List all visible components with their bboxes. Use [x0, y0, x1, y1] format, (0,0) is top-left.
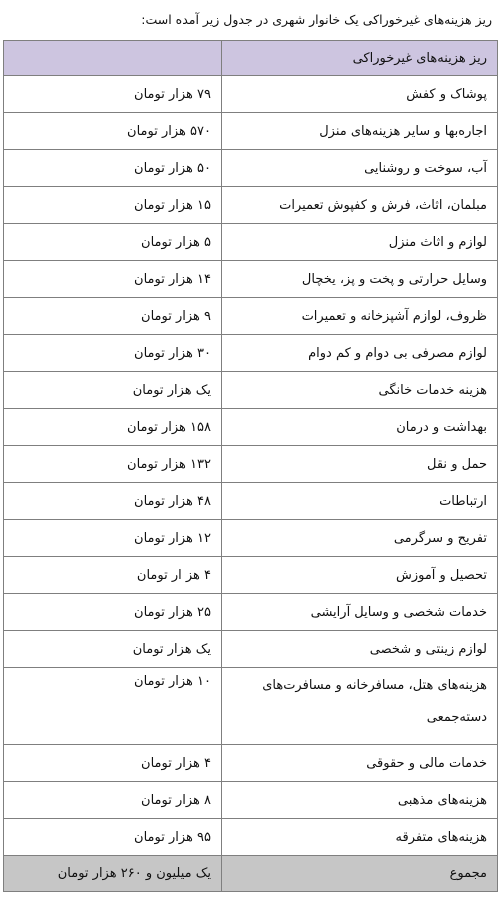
- expense-amount: ۵۰ هزار تومان: [4, 150, 222, 187]
- expense-item: ارتباطات: [222, 483, 498, 520]
- table-header: ریز هزینه‌های غیرخوراکی: [222, 41, 498, 76]
- table-row: [4, 594, 498, 631]
- expense-item: بهداشت و درمان: [222, 409, 498, 446]
- table-row: [4, 631, 498, 668]
- expense-item: مبلمان، اثاث، فرش و کفپوش تعمیرات: [222, 187, 498, 224]
- table-row: [4, 819, 498, 856]
- expense-amount: ۳۰ هزار تومان: [4, 335, 222, 372]
- expense-amount: ۱۲ هزار تومان: [4, 520, 222, 557]
- expense-item: هزینه خدمات خانگی: [222, 372, 498, 409]
- table-row: [4, 76, 498, 113]
- expense-item: هزینه‌های متفرقه: [222, 819, 498, 856]
- table-row: [4, 298, 498, 335]
- expense-amount: ۵۷۰ هزار تومان: [4, 113, 222, 150]
- table-row: [4, 113, 498, 150]
- expense-amount: ۱۳۲ هزار تومان: [4, 446, 222, 483]
- table-row: [4, 335, 498, 372]
- total-label: مجموع: [222, 856, 498, 892]
- table-row: [4, 520, 498, 557]
- expense-amount: ۵ هزار تومان: [4, 224, 222, 261]
- expense-amount: یک هزار تومان: [4, 372, 222, 409]
- total-row: [4, 856, 498, 892]
- expense-item: هزینه‌های هتل، مسافرخانه و مسافرت‌های دسته‌جمعی: [222, 668, 498, 745]
- table-row: [4, 446, 498, 483]
- table-row: [4, 409, 498, 446]
- table-body: [4, 76, 498, 856]
- table-row: [4, 150, 498, 187]
- table-row: [4, 483, 498, 520]
- table-row: [4, 372, 498, 409]
- expense-item: وسایل حرارتی و پخت و پز، یخچال: [222, 261, 498, 298]
- table-caption: ریز هزینه‌های غیرخوراکی یک خانوار شهری در جدول زیر آمده است:: [141, 12, 492, 27]
- expense-amount: یک هزار تومان: [4, 631, 222, 668]
- expense-amount: ۱۴ هزار تومان: [4, 261, 222, 298]
- expense-item: لوازم زینتی و شخصی: [222, 631, 498, 668]
- non-food-costs-table: [3, 40, 498, 892]
- expense-item: ظروف، لوازم آشپزخانه و تعمیرات: [222, 298, 498, 335]
- expense-item: پوشاک و کفش: [222, 76, 498, 113]
- expense-amount: ۷۹ هزار تومان: [4, 76, 222, 113]
- table-row: [4, 668, 498, 745]
- expense-amount: ۴ هز ار تومان: [4, 557, 222, 594]
- expense-item: تفریح و سرگرمی: [222, 520, 498, 557]
- table-row: [4, 224, 498, 261]
- expense-item: خدمات شخصی و وسایل آرایشی: [222, 594, 498, 631]
- expense-item: لوازم مصرفی بی دوام و کم دوام: [222, 335, 498, 372]
- expense-item: تحصیل و آموزش: [222, 557, 498, 594]
- expense-item: اجاره‌بها و سایر هزینه‌های منزل: [222, 113, 498, 150]
- expense-amount: ۹۵ هزار تومان: [4, 819, 222, 856]
- expense-item: لوازم و اثاث منزل: [222, 224, 498, 261]
- expense-amount: ۸ هزار تومان: [4, 782, 222, 819]
- table-header-empty-cell: [4, 41, 222, 76]
- table-row: [4, 745, 498, 782]
- expense-item: آب، سوخت و روشنایی: [222, 150, 498, 187]
- expense-item: هزینه‌های مذهبی: [222, 782, 498, 819]
- table-row: [4, 557, 498, 594]
- expense-amount: ۱۵ هزار تومان: [4, 187, 222, 224]
- table-header-row: [4, 41, 498, 76]
- expense-amount: ۱۰ هزار تومان: [4, 668, 222, 745]
- table-row: [4, 261, 498, 298]
- expense-amount: ۹ هزار تومان: [4, 298, 222, 335]
- expense-amount: ۲۵ هزار تومان: [4, 594, 222, 631]
- total-amount: یک میلیون و ۲۶۰ هزار تومان: [4, 856, 222, 892]
- expense-amount: ۱۵۸ هزار تومان: [4, 409, 222, 446]
- expense-amount: ۴۸ هزار تومان: [4, 483, 222, 520]
- expense-item: خدمات مالی و حقوقی: [222, 745, 498, 782]
- table-row: [4, 187, 498, 224]
- expense-item: حمل و نقل: [222, 446, 498, 483]
- table-row: [4, 782, 498, 819]
- expense-amount: ۴ هزار تومان: [4, 745, 222, 782]
